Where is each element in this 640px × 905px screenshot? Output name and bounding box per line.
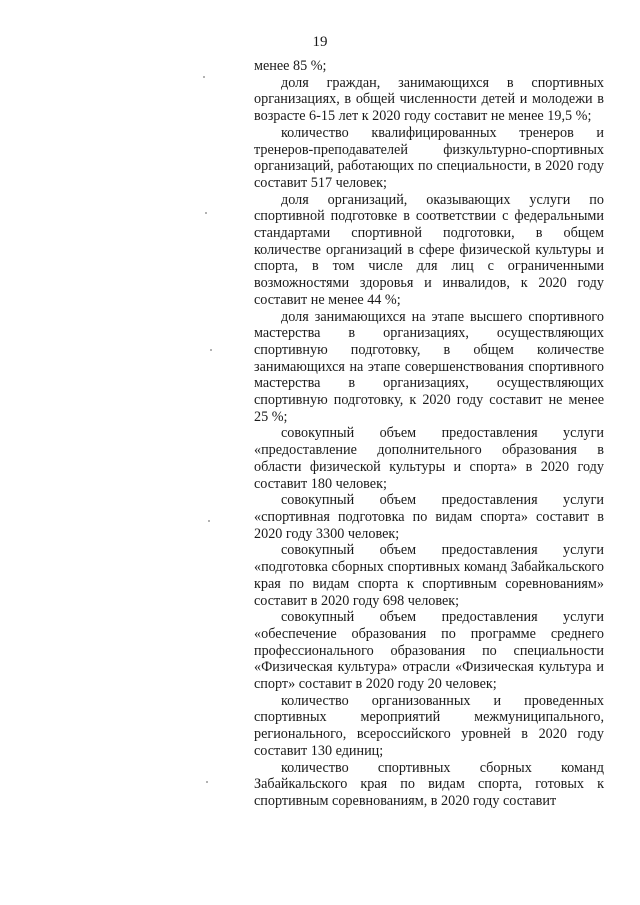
paragraph: количество организованных и проведенных спортивных мероприятий межмуниципального, регионального, всероссийского уровней в 2020 году составит 130 единиц; (254, 692, 604, 759)
scan-speck (203, 76, 205, 78)
paragraph: менее 85 %; (254, 58, 327, 74)
scan-speck (208, 520, 210, 522)
paragraph: количество спортивных сборных команд Забайкальского края по видам спорта, готовых к спортивным соревнованиям, в 2020 году составит (254, 759, 604, 809)
paragraph: совокупный объем предоставления услуги «предоставление дополнительного образования в области физической культуры и спорта» в 2020 году составит 180 человек; (254, 425, 604, 492)
paragraph: совокупный объем предоставления услуги «подготовка сборных спортивных команд Забайкальского края по видам спорта к спортивным соревнованиям» составит в 2020 году 698 человек; (254, 542, 604, 609)
paragraph: доля занимающихся на этапе высшего спортивного мастерства в организациях, осуществляющих спортивную подготовку, в общем количестве занимающихся на этапе совершенствования спортивного мастерства в организациях, осуществляющих спортивную подготовку, к 2020 году составит не менее 25 %; (254, 308, 604, 425)
scan-speck (205, 212, 207, 214)
paragraph: совокупный объем предоставления услуги «обеспечение образования по программе среднего профессионального образования по специальности «Физическая культура» отрасли «Физическая культура и спорт» составит в 2020 году 20 человек; (254, 609, 604, 693)
scan-speck (206, 781, 208, 783)
paragraph: доля организаций, оказывающих услуги по спортивной подготовке в соответствии с федеральными стандартами спортивной подготовки, в общем количестве организаций в сфере физической культуры и спорта, в том числе для лиц с ограниченными возможностями здоровья и инвалидов, к 2020 году составит не менее 44 %; (254, 191, 604, 308)
paragraph: количество квалифицированных тренеров и тренеров-преподавателей физкультурно-спортивных организаций, работающих по специальности, в 2020 году составит 517 человек; (254, 124, 604, 191)
body-text (254, 58, 604, 810)
page-number: 19 (312, 34, 328, 50)
paragraph: доля граждан, занимающихся в спортивных организациях, в общей численности детей и молодежи в возрасте 6-15 лет к 2020 году составит не менее 19,5 %; (254, 74, 604, 125)
scan-speck (210, 349, 212, 351)
paragraph: совокупный объем предоставления услуги «спортивная подготовка по видам спорта» составит в 2020 году 3300 человек; (254, 492, 604, 542)
